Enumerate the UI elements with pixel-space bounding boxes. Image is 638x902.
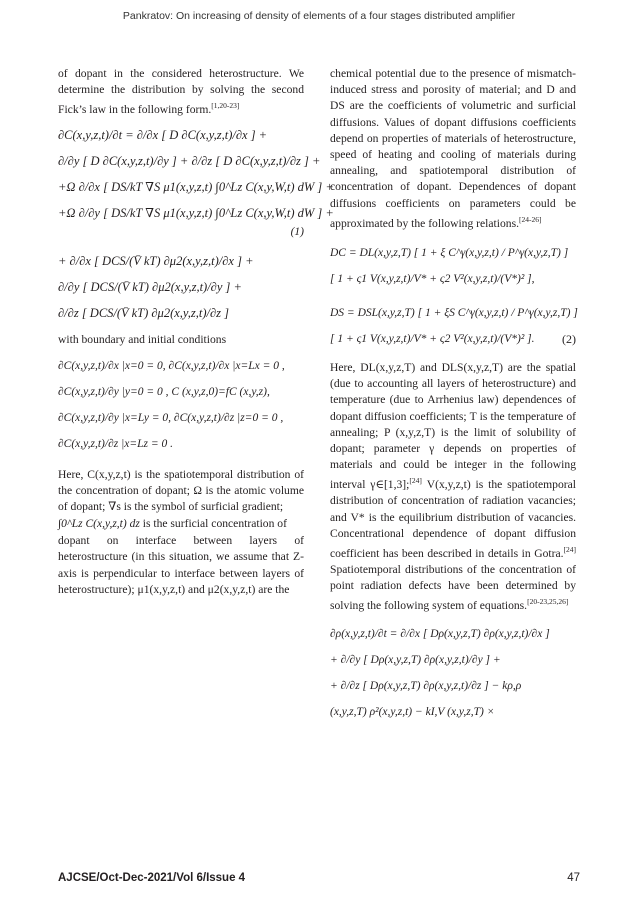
dependences-text-3: Spatiotemporal distributions of the concentration of point radiation defects have been determined by solving the following system of equations.	[330, 563, 576, 613]
integral-expression: ∫0^Lz C(x,y,z,t) dz	[58, 518, 140, 531]
running-header: Pankratov: On increasing of density of elements of a four stages distributed amplifier	[122, 10, 516, 22]
equation-1-line-6: ∂/∂y [ DCS/(V̄ kT) ∂μ2(x,y,z,t)/∂y ] +	[58, 280, 242, 295]
coefficients-text: chemical potential due to the presence of mismatch-induced stress and porosity of material; and D and DS are the coefficients of volumetric and surficial diffusions. Values of dopant diffusions coefficients depend on properties of materials of heterostructure, speed of heating and cooling of materials during annealing, and spatiotemporal distribution of concentration of dopant. Dependences of dopant diffusions coefficients on parameters could be approximated by the following relations.	[330, 67, 576, 230]
journal-info: AJCSE/Oct-Dec-2021/Vol 6/Issue 4	[58, 872, 246, 884]
integral-line	[58, 515, 304, 533]
dependences-paragraph	[330, 360, 576, 615]
boundary-condition-4: ∂C(x,y,z,t)/∂z |x=Lz = 0 .	[58, 437, 174, 450]
citation: [24]	[409, 476, 422, 486]
equation-1-line-5: + ∂/∂x [ DCS/(V̄ kT) ∂μ2(x,y,z,t)/∂x ] +	[58, 254, 254, 269]
boundary-condition-3: ∂C(x,y,z,t)/∂y |x=Ly = 0, ∂C(x,y,z,t)/∂z |z=0 = 0 ,	[58, 411, 284, 424]
citation: [20-23,25,26]	[527, 597, 569, 607]
coefficients-paragraph	[330, 66, 576, 232]
equation-2-number: (2)	[562, 331, 576, 346]
integral-tail: is the surficial concentration of	[142, 517, 287, 531]
equation-2-line-1: DC = DL(x,y,z,T) [ 1 + ξ C^γ(x,y,z,t) / P^γ(x,y,z,T) ]	[330, 246, 569, 259]
citation: [24]	[563, 544, 576, 554]
equation-2-line-4-text: [ 1 + ς1 V(x,y,z,t)/V* + ς2 V²(x,y,z,t)/(V*)² ].	[330, 332, 535, 345]
definitions-paragraph-2: dopant on interface between layers of heterostructure (in this situation, we assume that Z-axis is perpendicular to interface between layers of heterostructure); μ1(x,y,z,t) and μ2(x,y,z,t) are the	[58, 534, 304, 596]
equation-1-line-2: ∂/∂y [ D ∂C(x,y,z,t)/∂y ] + ∂/∂z [ D ∂C(x,y,z,t)/∂z ] +	[58, 154, 321, 169]
page-number: 47	[567, 872, 580, 884]
boundary-condition-2: ∂C(x,y,z,t)/∂y |y=0 = 0 , C (x,y,z,0)=fC (x,y,z),	[58, 385, 270, 398]
intro-text: of dopant in the considered heterostructure. We determine the distribution by solving the second Fick’s law in the following form.	[58, 67, 304, 117]
equation-1-line-4: +Ω ∂/∂y [ DS/kT ∇S μ1(x,y,z,t) ∫0^Lz C(x,y,W,t) dW ] +	[58, 206, 334, 221]
boundary-condition-1: ∂C(x,y,z,t)/∂x |x=0 = 0, ∂C(x,y,z,t)/∂x |x=Lx = 0 ,	[58, 359, 285, 372]
equation-1-line-3: +Ω ∂/∂x [ DS/kT ∇S μ1(x,y,z,t) ∫0^Lz C(x,y,W,t) dW ] +	[58, 180, 334, 195]
equation-1-line-1: ∂C(x,y,z,t)/∂t = ∂/∂x [ D ∂C(x,y,z,t)/∂x ] +	[58, 128, 268, 143]
equation-2-line-3: DS = DSL(x,y,z,T) [ 1 + ξS C^γ(x,y,z,t) / P^γ(x,y,z,T) ]	[330, 306, 578, 319]
equation-3-line-3: + ∂/∂z [ Dρ(x,y,z,T) ∂ρ(x,y,z,t)/∂z ] − kρ,ρ	[330, 679, 522, 692]
citation: [24-26]	[519, 214, 542, 224]
equation-3-line-1: ∂ρ(x,y,z,t)/∂t = ∂/∂x [ Dρ(x,y,z,T) ∂ρ(x,y,z,t)/∂x ]	[330, 627, 550, 640]
equation-2-line-4	[330, 330, 576, 348]
right-column	[330, 66, 576, 729]
equation-1-line-7: ∂/∂z [ DCS/(V̄ kT) ∂μ2(x,y,z,t)/∂z ]	[58, 306, 230, 321]
equation-3-line-4: (x,y,z,T) ρ²(x,y,z,t) − kI,V (x,y,z,T) ×	[330, 705, 495, 718]
dependences-text: Here, DL(x,y,z,T) and DLS(x,y,z,T) are the spatial (due to accounting all layers of heterostructure) and temperature (due to Arrhenius law) dependences of dopant diffusion coefficients; T is the temperature of annealing; P (x,y,z,T) is the limit of solubility of dopant; parameter γ depends on properties of materials and could be integer in the following interval γ∈[1,3];	[330, 360, 576, 492]
intro-paragraph	[58, 66, 304, 118]
definitions-paragraph: Here, C(x,y,z,t) is the spatiotemporal distribution of the concentration of dopant; Ω is the atomic volume of dopant; ∇s is the symbol of surficial gradient;	[58, 467, 304, 514]
equation-1-number: (1)	[290, 226, 304, 239]
dependences-text-2: V(x,y,z,t) is the spatiotemporal distribution of concentration of radiation vacancies; and V* is the equilibrium distribution of vacancies. Concentrational dependence of dopant diffusion coefficient has been described in details in Gotra.	[330, 478, 577, 560]
citation: [1,20-23]	[211, 101, 240, 111]
equation-3-line-2: + ∂/∂y [ Dρ(x,y,z,T) ∂ρ(x,y,z,t)/∂y ] +	[330, 653, 501, 666]
equation-2-line-2: [ 1 + ς1 V(x,y,z,t)/V* + ς2 V²(x,y,z,t)/(V*)² ],	[330, 272, 535, 285]
page-footer	[58, 872, 580, 884]
left-column	[58, 66, 334, 598]
boundary-intro: with boundary and initial conditions	[58, 333, 227, 347]
